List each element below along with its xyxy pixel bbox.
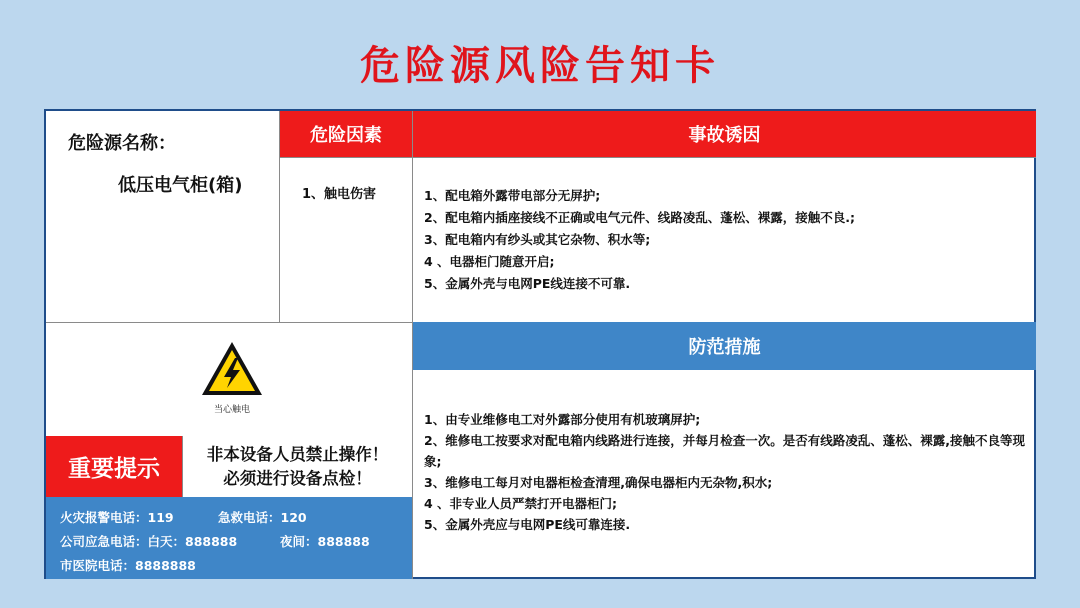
list-item: 4 、电器柜门随意开启; xyxy=(424,254,555,269)
measures-list xyxy=(424,409,1028,535)
risk-card xyxy=(44,109,1036,579)
high-voltage-warning-icon xyxy=(200,340,264,398)
accident-causes-header: 事故诱因 xyxy=(413,111,1036,157)
notice-line: 必须进行设备点检！ xyxy=(223,468,372,488)
list-item: 5、金属外壳应与电网PE线可靠连接. xyxy=(424,517,631,532)
hospital-phone: 市医院电话：8888888 xyxy=(60,558,196,573)
hazard-name-label: 危险源名称： xyxy=(68,133,176,154)
notice-line: 非本设备人员禁止操作！ xyxy=(206,444,389,464)
divider xyxy=(280,157,412,158)
list-item: 2、配电箱内插座接线不正确或电气元件、线路凌乱、蓬松、裸露，接触不良.; xyxy=(424,210,855,225)
fire-phone: 火灾报警电话：119 xyxy=(60,510,174,525)
measures-header: 防范措施 xyxy=(413,322,1036,370)
page-title: 危险源风险告知卡 xyxy=(360,43,720,89)
hazard-name-value: 低压电气柜(箱) xyxy=(118,175,243,196)
list-item: 1、配电箱外露带电部分无屏护; xyxy=(424,188,601,203)
list-item: 5、金属外壳与电网PE线连接不可靠. xyxy=(424,276,631,291)
list-item: 4 、非专业人员严禁打开电器柜门; xyxy=(424,496,618,511)
emergency-phone: 急救电话：120 xyxy=(218,510,307,525)
divider xyxy=(413,157,1036,158)
list-item: 3、配电箱内有纱头或其它杂物、积水等; xyxy=(424,232,651,247)
factor-item: 1、触电伤害 xyxy=(302,187,377,202)
warning-sign xyxy=(46,322,412,436)
list-item: 1、由专业维修电工对外露部分使用有机玻璃屏护; xyxy=(424,412,701,427)
notice-label: 重要提示 xyxy=(46,436,182,497)
accident-causes-list xyxy=(424,185,1024,295)
contacts-panel xyxy=(46,497,412,579)
list-item: 3、维修电工每月对电器柜检查清理,确保电器柜内无杂物,积水; xyxy=(424,475,773,490)
notice-text xyxy=(182,436,412,497)
factors-header: 危险因素 xyxy=(280,111,412,157)
warning-caption: 当心触电 xyxy=(213,405,250,415)
company-day-phone: 公司应急电话：白天：888888 xyxy=(60,534,238,549)
list-item: 2、维修电工按要求对配电箱内线路进行连接，并每月检查一次。是否有线路凌乱、蓬松、裸露,接触不良等现象; xyxy=(424,433,1025,469)
company-night-phone: 夜间：888888 xyxy=(280,534,370,549)
